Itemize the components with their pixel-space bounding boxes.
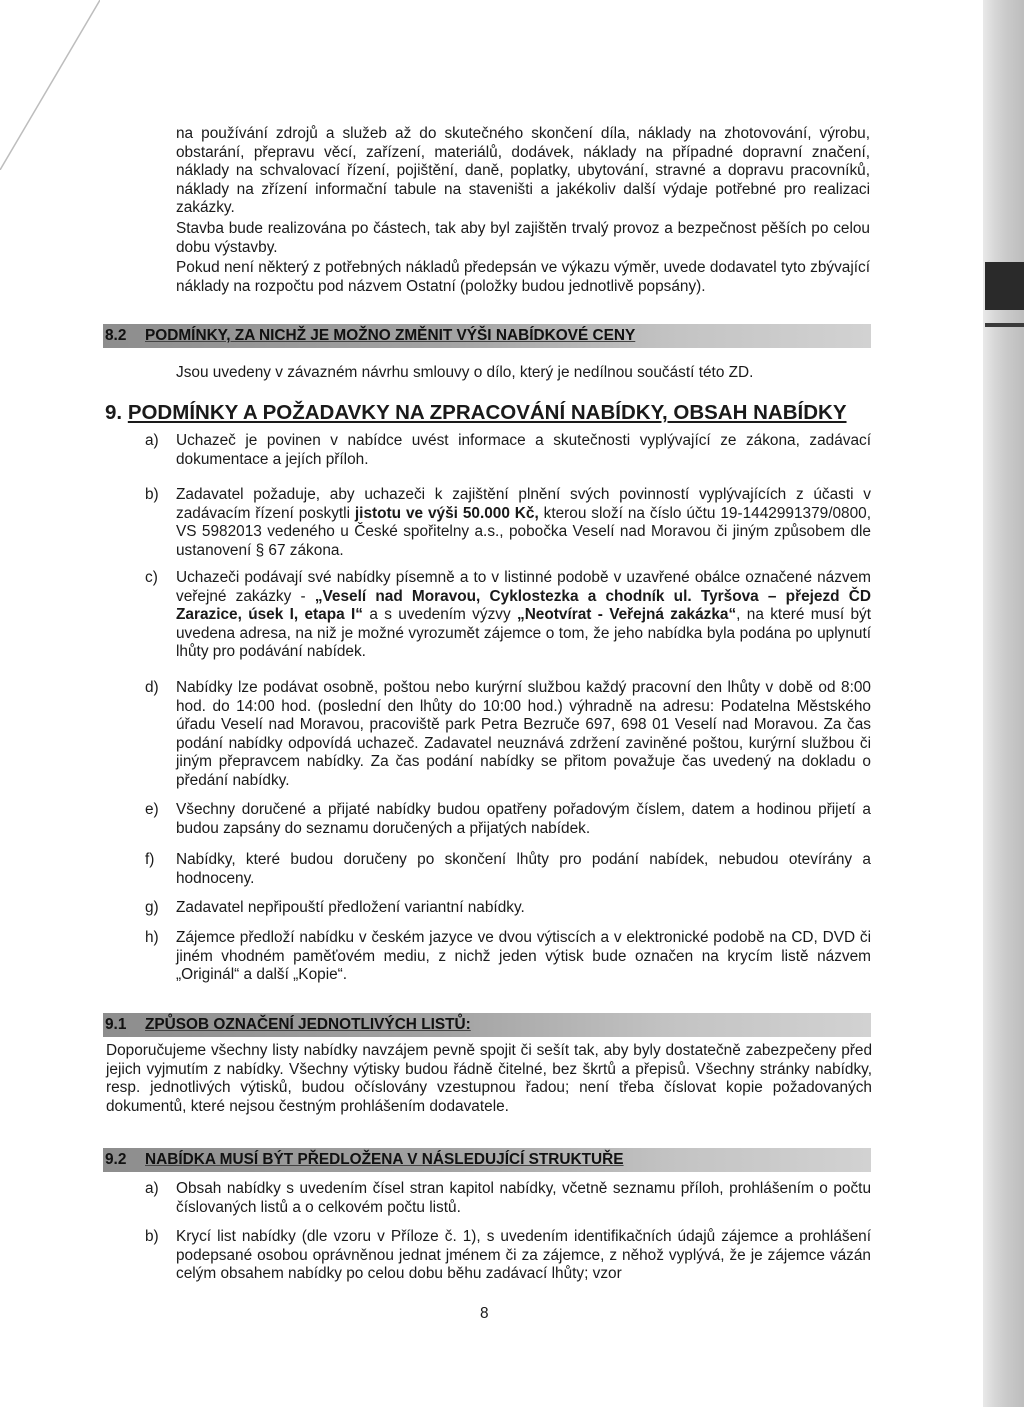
list-item-text: Krycí list nabídky (dle vzoru v Příloze č. 1), s uvedením identifikačních údajů zájemce a prohlášení podepsané osobou oprávněnou jednat jménem či za zájemce, z něhož vyplývá, že je zájemce vázán celým obsahem nabídky po celou dobu běhu zadávací lhůty; vzor	[176, 1228, 871, 1283]
section-title: NABÍDKA MUSÍ BÝT PŘEDLOŽENA V NÁSLEDUJÍCÍ STRUKTUŘE	[145, 1151, 624, 1168]
list-item-letter: h)	[145, 929, 159, 946]
list-item-letter: b)	[145, 1228, 159, 1245]
section-9-heading	[105, 400, 847, 426]
list-item-letter: c)	[145, 569, 158, 586]
list-item-text: Zájemce předloží nabídku v českém jazyce ve dvou výtiscích a v elektronické podobě na CD, DVD či jiném vhodném paměťovém mediu, z nichž jeden výtisk bude označen na krycím listě názvem „Originál“ a další „Kopie“.	[176, 929, 871, 984]
section-title: PODMÍNKY, ZA NICHŽ JE MOŽNO ZMĚNIT VÝŠI NABÍDKOVÉ CENY	[145, 327, 636, 344]
list-item-letter: d)	[145, 679, 159, 696]
section-8-2-heading	[103, 324, 871, 348]
list-item-text: Zadavatel požaduje, aby uchazeči k zajištění plnění svých povinností vyplývajících z účasti v zadávacím řízení poskytli jistotu ve výši 50.000 Kč, kterou složí na číslo účtu 19-1442991379/0800, VS 5982013 vedeného u České spořitelny a.s., pobočka Veselí nad Moravou či jiným způsobem dle ustanovení § 67 zákona.	[176, 486, 871, 559]
list-item-letter: g)	[145, 899, 159, 916]
list-item-text: Nabídky lze podávat osobně, poštou nebo kurýrní službou každý pracovní den lhůty v době od 8:00 hod. do 14:00 hod. (poslední den lhůty do 10:00 hod.) výhradně na adresu: Podatelna Městského úřadu Veselí nad Moravou, pracoviště park Petra Bezruče 697, 698 01 Veselí nad Moravou. Za čas podání nabídky odpovídá uchazeč. Zadavatel neuznává zdržení zaviněné poštou, kurýrní službou či jiným přepravcem nabídky. Za čas podání nabídky se přitom považuje čas uvedený na dokladu o předání nabídky.	[176, 679, 871, 789]
list-item-letter: b)	[145, 486, 159, 503]
scan-edge-mark	[985, 262, 1024, 310]
list-item-text: Uchazeč je povinen v nabídce uvést informace a skutečnosti vyplývající ze zákona, zadávací dokumentace a jejích příloh.	[176, 432, 871, 468]
section-9-2-heading	[103, 1148, 871, 1172]
list-item-text: Obsah nabídky s uvedením čísel stran kapitol nabídky, včetně seznamu příloh, prohlášením o počtu číslovaných listů a o celkovém počtu listů.	[176, 1180, 871, 1216]
list-item-text: Nabídky, které budou doručeny po skončení lhůty pro podání nabídek, nebudou otevírány a hodnoceny.	[176, 851, 871, 887]
list-item-letter: f)	[145, 851, 155, 868]
scan-edge-shadow	[983, 0, 1024, 1407]
list-item-letter: a)	[145, 1180, 159, 1197]
section-number: 9.1	[105, 1016, 127, 1033]
page-corner-fold	[0, 0, 100, 170]
section-number: 8.2	[105, 327, 127, 344]
list-item-text: Uchazeči podávají své nabídky písemně a to v listinné podobě v uzavřené obálce označené názvem veřejné zakázky - „Veselí nad Moravou, Cyklostezka a chodník ul. Tyršova – přejezd ČD Zarazice, úsek I, etapa I“ a s uvedením výzvy „Neotvírat - Veřejná zakázka“, na které musí být uvedena adresa, na niž je možné vyrozumět zájemce o tom, že jeho nabídka byla podána po uplynutí lhůty pro podávání nabídek.	[176, 569, 871, 661]
scan-edge-line	[985, 323, 1024, 327]
section-number: 9.2	[105, 1151, 127, 1168]
section-8-2-text: Jsou uvedeny v závazném návrhu smlouvy o dílo, který je nedílnou součástí této ZD.	[176, 364, 754, 381]
intro-paragraph-2: Stavba bude realizována po částech, tak aby byl zajištěn trvalý provoz a bezpečnost pěších po celou dobu výstavby.	[176, 220, 870, 256]
security-deposit-amount: jistotu ve výši 50.000 Kč,	[354, 504, 539, 522]
intro-paragraph-1: na používání zdrojů a služeb až do skutečného skončení díla, náklady na zhotovování, výrobu, obstarání, přepravu věcí, zařízení, materiálů, dodávek, náklady na případné dopravní značení, náklady na schvalovací řízení, pojištění, daně, poplatky, ubytování, stravné a dopravu pracovníků, náklady na zřízení informační tabule na staveništi a jakékoliv další výdaje potřebné pro realizaci zakázky.	[176, 125, 870, 217]
section-9-1-text: Doporučujeme všechny listy nabídky navzájem pevně spojit či sešít tak, aby byly dostatečně zabezpečeny před jejich vyjmutím z nabídky. Všechny výtisky budou řádně čitelné, bez škrtů a přepisů. Všechny stránky nabídky, resp. jednotlivých výtisků, budou očíslovány vzestupnou řadou; není třeba číslovat kopie požadovaných dokumentů, které nejsou čestným prohlášením dodavatele.	[106, 1042, 872, 1115]
intro-paragraph-3: Pokud není některý z potřebných nákladů předepsán ve výkazu výměr, uvede dodavatel tyto zbývající náklady na rozpočtu pod názvem Ostatní (položky budou jednotlivě popsány).	[176, 259, 870, 295]
section-9-1-heading	[103, 1013, 871, 1037]
list-item-text: Všechny doručené a přijaté nabídky budou opatřeny pořadovým číslem, datem a hodinou přijetí a budou zapsány do seznamu doručených a přijatých nabídek.	[176, 801, 871, 837]
list-item-text: Zadavatel nepřipouští předložení variantní nabídky.	[176, 899, 525, 916]
page-number: 8	[480, 1305, 489, 1322]
section-title: ZPŮSOB OZNAČENÍ JEDNOTLIVÝCH LISTŮ:	[145, 1016, 471, 1033]
section-number: 9.	[105, 401, 123, 424]
do-not-open-label: „Neotvírat - Veřejná zakázka“	[517, 606, 737, 624]
list-item-letter: e)	[145, 801, 159, 818]
section-title: PODMÍNKY A POŽADAVKY NA ZPRACOVÁNÍ NABÍDKY, OBSAH NABÍDKY	[127, 401, 847, 424]
list-item-letter: a)	[145, 432, 159, 449]
tender-name: „Veselí nad Moravou, Cyklostezka a chodník ul. Tyršova – přejezd ČD Zarazice, úsek I, etapa I“	[176, 587, 871, 624]
